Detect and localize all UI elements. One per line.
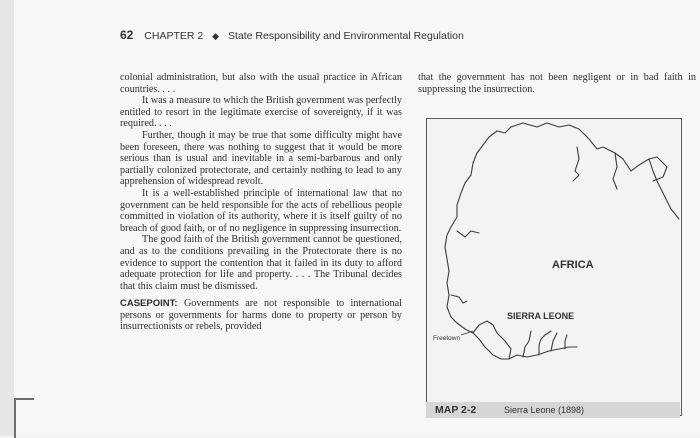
- left-column: [120, 72, 402, 333]
- east-border: [649, 159, 679, 219]
- map-caption: [426, 402, 680, 418]
- page-edge-strip: [0, 0, 15, 436]
- casepoint-text: Governments are not responsible to international persons or governments for harms done to property or person by insurrectionists or rebels, provided: [120, 298, 403, 333]
- paragraph: It is a well-established principle of international law that no government can be held responsible for the acts of rebellious people committed in violation of its authority, where it is itself guilty of no breach of good faith, or of no negligence in suppressing insurrection.: [120, 187, 402, 234]
- river-3: [551, 333, 557, 351]
- map-figure: [426, 118, 682, 416]
- chapter-title: State Responsibility and Environmental Regulation: [227, 30, 464, 42]
- africa-label: AFRICA: [552, 259, 594, 271]
- paragraph: The good faith of the British government cannot be questioned, and as to the conditions prevailing in the Protectorate there is no evidence to support the contention that it failed in its duty to afford adequate protection for life and property. . . . The Tribunal decides that this claim must be dismissed.: [120, 234, 402, 292]
- paragraph: It was a measure to which the British government was perfectly entitled to resort in the legitimate exercise of sovereignty, if it was required. . . .: [120, 95, 402, 130]
- northeast-border: [573, 147, 579, 181]
- freetown-label: Freetown: [433, 335, 461, 342]
- header-separator: ◆: [212, 31, 220, 41]
- map-caption-label: MAP 2-2: [435, 404, 477, 416]
- west-border: [457, 231, 479, 237]
- page-number: 62: [120, 28, 134, 42]
- binding-mark: [14, 398, 34, 438]
- chapter-label: CHAPTER 2: [144, 30, 204, 42]
- freetown-pointer: [461, 331, 473, 335]
- casepoint-paragraph: [120, 298, 402, 333]
- coastline: [445, 127, 577, 359]
- border-small: [451, 295, 467, 303]
- river-1: [523, 331, 531, 357]
- paragraph: that the government has not been negligent or in bad faith in suppressing the insurrection.: [418, 72, 696, 95]
- casepoint-label: CASEPOINT:: [120, 298, 178, 310]
- running-header: [120, 28, 464, 42]
- paragraph: Further, though it may be true that some difficulty might have been foreseen, there was nothing to suggest that it would be more serious than is usual and inevitable in a semi-barbarous and only partially colonized protectorate, and certainly nothing to lead to any apprehension of widespread revolt.: [120, 129, 402, 188]
- sierra-leone-label: SIERRA LEONE: [507, 311, 575, 321]
- map-caption-title: Sierra Leone (1898): [504, 405, 585, 415]
- inland-border: [613, 153, 617, 189]
- right-column: [418, 72, 696, 95]
- paragraph: colonial administration, but also with the usual practice in African countries. . . .: [120, 72, 402, 95]
- mediterranean-coast: [511, 123, 667, 181]
